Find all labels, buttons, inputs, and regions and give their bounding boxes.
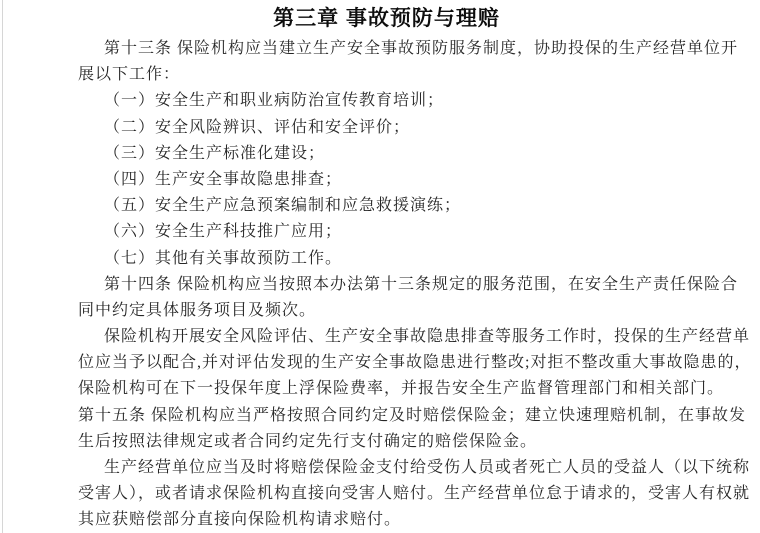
document-line: 位应当予以配合,并对评估发现的生产安全事故隐患进行整改;对拒不整改重大事故隐患的，	[78, 354, 752, 372]
document-line: （五）安全生产应急预案编制和应急救援演练；	[104, 197, 462, 215]
document-line: （三）安全生产标准化建设；	[104, 144, 326, 162]
document-line: 保险机构可在下一投保年度上浮保险费率，并报告安全生产监督管理部门和相关部门。	[78, 380, 725, 398]
document-line: （六）安全生产科技推广应用；	[104, 223, 343, 241]
document-line: （二）安全风险辨识、评估和安全评价；	[104, 118, 411, 136]
document-line: 第十三条 保险机构应当建立生产安全事故预防服务制度，协助投保的生产经营单位开	[104, 40, 739, 57]
document-line: 展以下工作：	[78, 66, 181, 84]
document-line: 第十四条 保险机构应当按照本办法第十三条规定的服务范围，在安全生产责任保险合	[104, 275, 739, 293]
document-line: （一）安全生产和职业病防治宣传教育培训；	[104, 92, 445, 110]
document-line: 同中约定具体服务项目及频次。	[78, 301, 317, 319]
document-line: 生后按照法律规定或者合同约定先行支付确定的赔偿保险金。	[78, 432, 538, 450]
document-body	[78, 36, 752, 533]
document-line: （四）生产安全事故隐患排查；	[104, 170, 343, 188]
document-line: 第十五条 保险机构应当严格按照合同约定及时赔偿保险金；建立快速理赔机制，在事故发	[78, 406, 747, 424]
document-line: 其应获赔偿部分直接向保险机构请求赔付。	[78, 511, 402, 529]
chapter-title: 第三章 事故预防与理赔	[273, 7, 500, 30]
document-line: 生产经营单位应当及时将赔偿保险金支付给受伤人员或者死亡人员的受益人（以下统称	[104, 459, 751, 476]
document-line: （七）其他有关事故预防工作。	[104, 249, 343, 267]
document-line: 受害人），或者请求保险机构直接向受害人赔付。生产经营单位怠于请求的，受害人有权就	[78, 485, 751, 503]
page-left-edge-line	[2, 0, 3, 533]
document-line: 保险机构开展安全风险评估、生产安全事故隐患排查等服务工作时，投保的生产经营单	[104, 328, 751, 346]
